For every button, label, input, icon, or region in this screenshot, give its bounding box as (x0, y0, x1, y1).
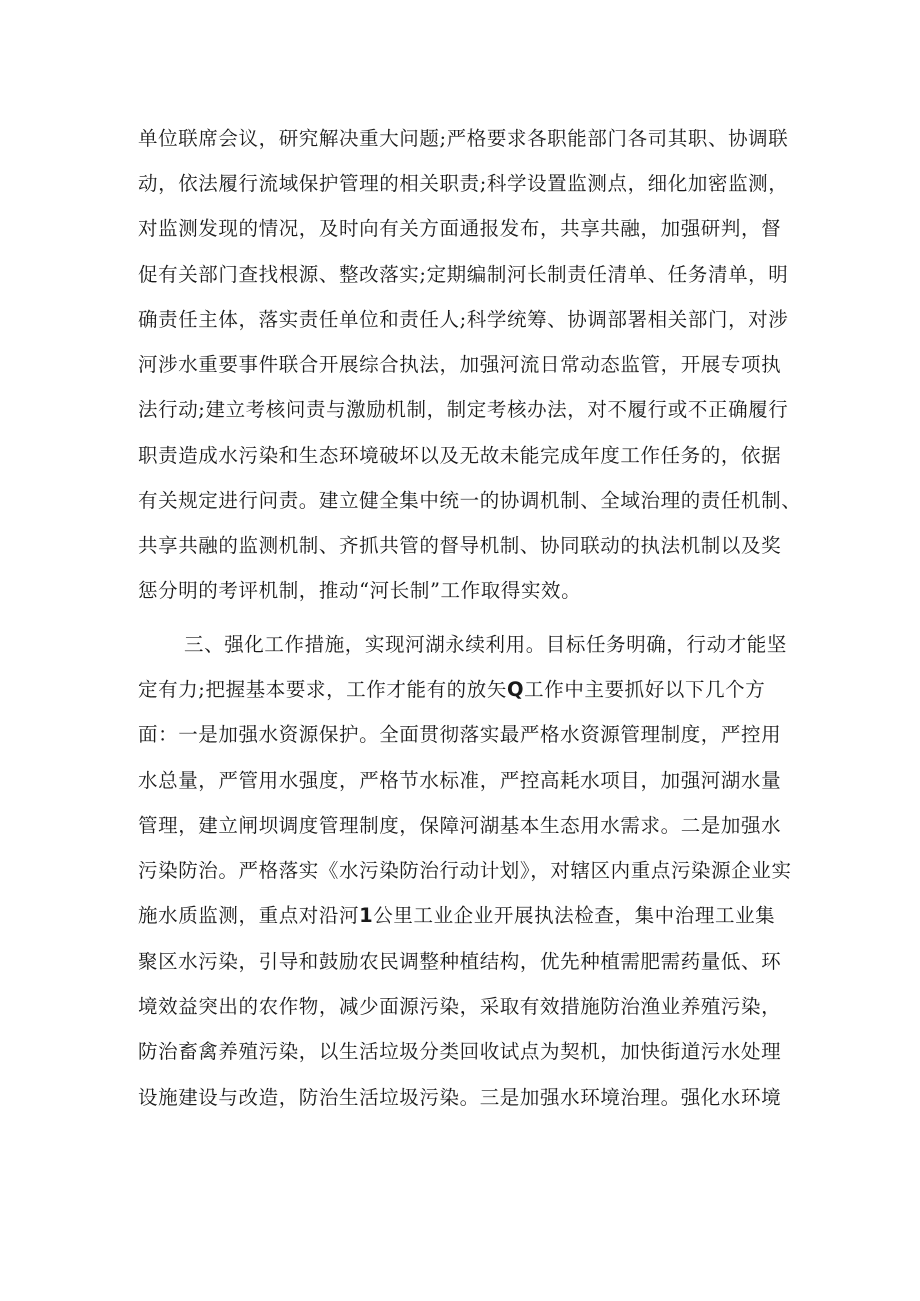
text-line-3: 对监测发现的情况，及时向有关方面通报发布，共享共融，加强研判，督 (138, 217, 782, 240)
text-line-9: 有关规定进行问责。建立健全集中统一的协调机制、全域治理的责任机制、 (138, 489, 802, 512)
text-segment: 定有力;把握基本要求，工作才能有的放矢 (138, 678, 507, 701)
text-line-16: 管理，建立闸坝调度管理制度，保障河湖基本生态用水需求。二是加强水 (138, 814, 782, 837)
text-line-14: 面：一是加强水资源保护。全面贯彻落实最严格水资源管理制度，严控用 (138, 723, 782, 746)
text-line-2: 动，依法履行流域保护管理的相关职责;科学设置监测点，细化加密监测， (138, 172, 789, 195)
paragraph-3-first-line: 三、强化工作措施，实现河湖永续利用。目标任务明确，行动才能坚 (184, 633, 788, 656)
text-line-20: 境效益突出的农作物，减少面源污染，采取有效措施防治渔业养殖污染， (138, 995, 782, 1018)
text-line-10: 共享共融的监测机制、齐抓共管的督导机制、协同联动的执法机制以及奖 (138, 534, 782, 557)
number-one: 1 (359, 904, 374, 927)
text-line-6: 河涉水重要事件联合开展综合执法，加强河流日常动态监管，开展专项执 (138, 353, 782, 376)
text-line-17: 污染防治。严格落实《水污染防治行动计划》，对辖区内重点污染源企业实 (138, 859, 792, 882)
text-segment: 施水质监测，重点对沿河 (138, 904, 360, 927)
text-line-8: 职责造成水污染和生态环境破坏以及无故未能完成年度工作任务的，依据 (138, 444, 782, 467)
text-segment: 工作中主要抓好以下几个方 (524, 678, 766, 701)
text-segment: 公里工业企业开展执法检查，集中治理工业集 (373, 904, 776, 927)
text-line-18 (138, 902, 788, 930)
text-line-11: 惩分明的考评机制，推动“河长制”工作取得实效。 (138, 579, 582, 602)
glyph-q: Q (506, 678, 525, 701)
text-line-5: 确责任主体，落实责任单位和责任人;科学统筹、协调部署相关部门，对涉 (138, 308, 789, 331)
text-line-4: 促有关部门查找根源、整改落实;定期编制河长制责任清单、任务清单，明 (138, 263, 789, 286)
text-line-19: 聚区水污染，引导和鼓励农民调整种植结构，优先种植需肥需药量低、环 (138, 950, 782, 973)
text-line-21: 防治畜禽养殖污染，以生活垃圾分类回收试点为契机，加快街道污水处理 (138, 1040, 782, 1063)
text-line-1: 单位联席会议，研究解决重大问题;严格要求各职能部门各司其职、协调联 (138, 127, 789, 150)
text-line-15: 水总量，严管用水强度，严格节水标准，严控高耗水项目，加强河湖水量 (138, 769, 782, 792)
text-line-22: 设施建设与改造，防治生活垃圾污染。三是加强水环境治理。强化水环境 (138, 1086, 782, 1109)
text-line-13 (138, 676, 788, 704)
text-line-7: 法行动;建立考核问责与激励机制，制定考核办法，对不履行或不正确履行 (138, 398, 789, 421)
